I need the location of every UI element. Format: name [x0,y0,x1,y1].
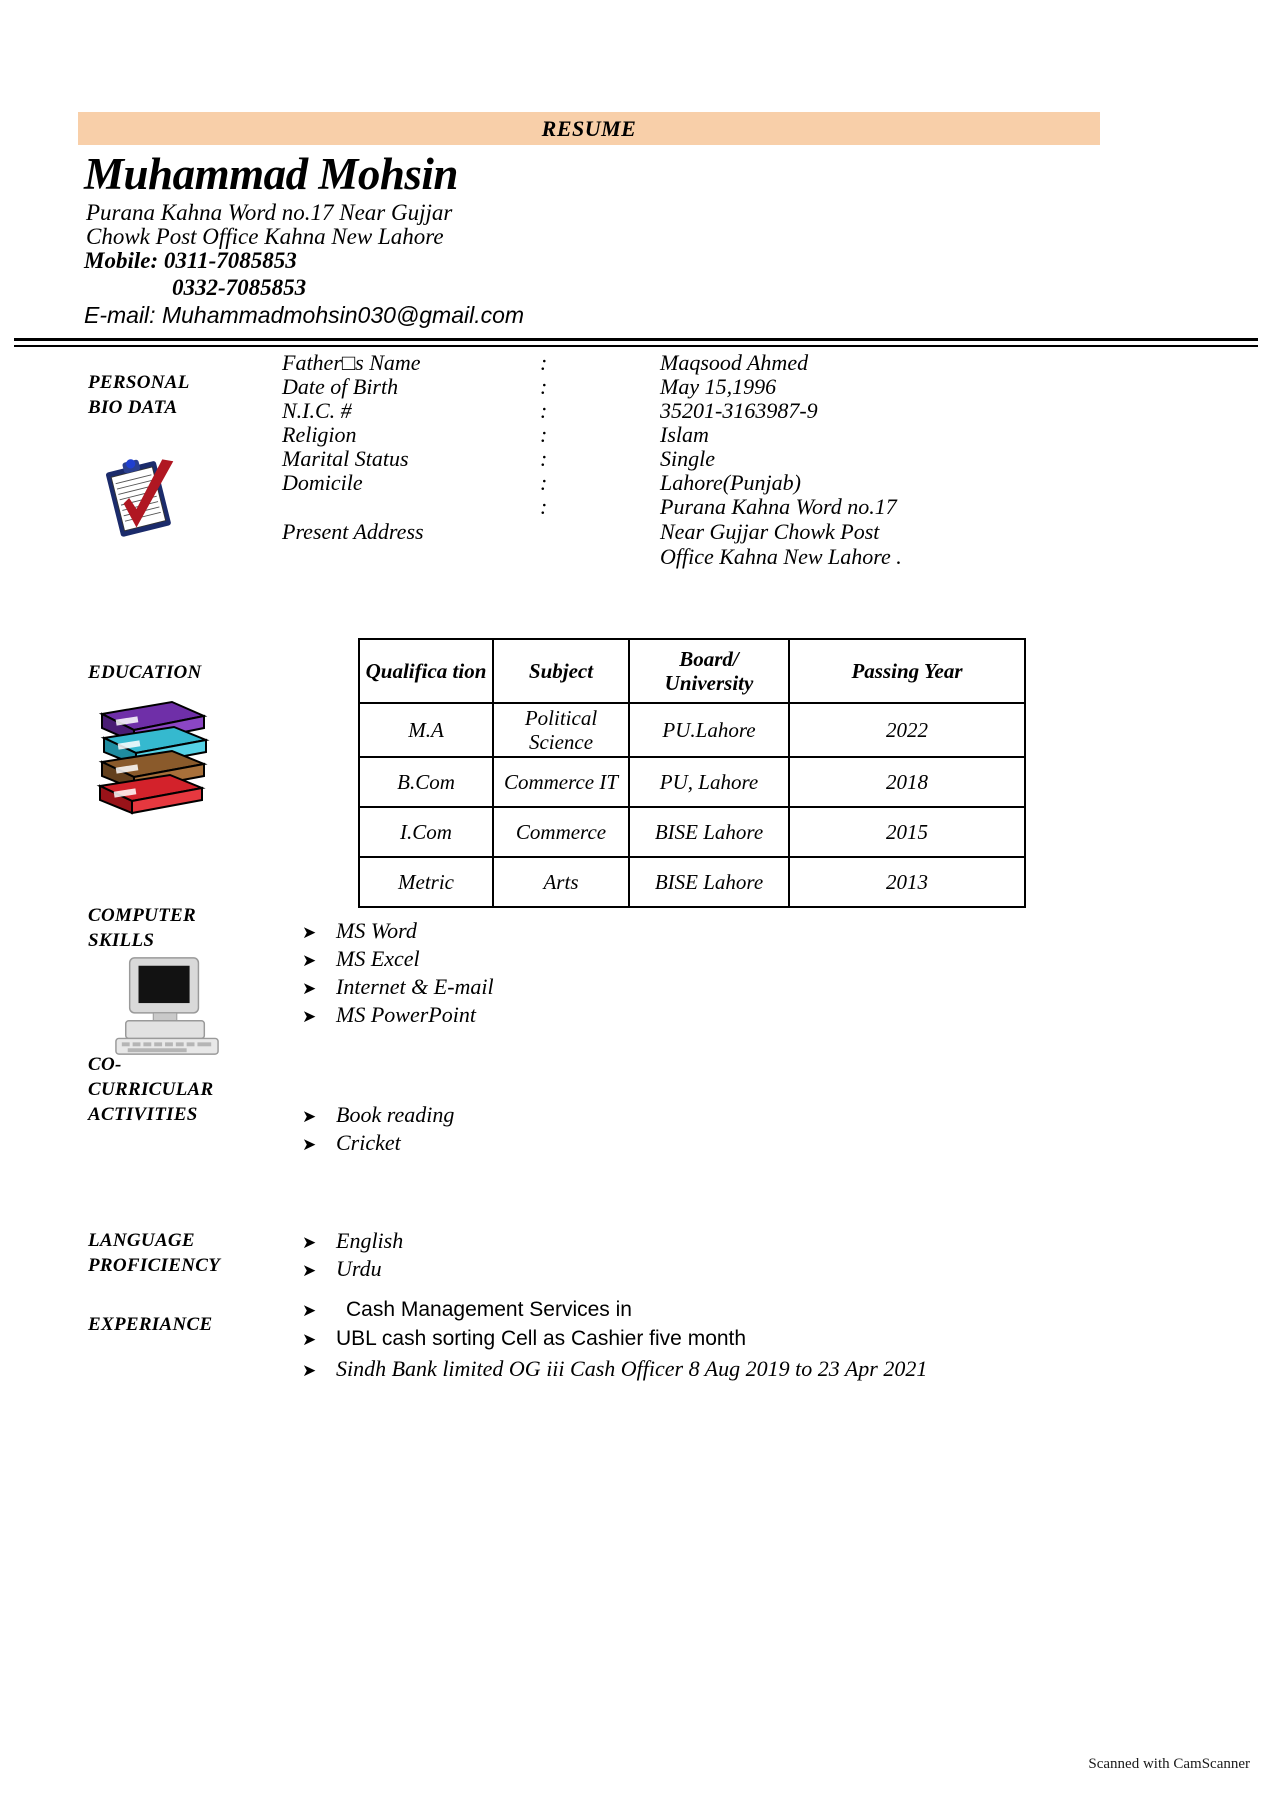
list-item [302,1354,927,1386]
scanned-watermark: Scanned with CamScanner [1088,1756,1250,1772]
bio-row [282,446,982,470]
bio-row [282,544,982,569]
header-address-line-1: Purana Kahna Word no.17 Near Gujjar [86,200,453,225]
list-item [302,1102,454,1130]
table-row [359,757,1025,807]
arrow-bullet-icon: ➤ [302,951,317,971]
column-header-qualification: Qualifica tion [359,639,493,703]
list-item-label: Book reading [336,1102,455,1127]
list-item-label: Urdu [336,1256,382,1281]
arrow-bullet-icon: ➤ [302,1107,317,1127]
list-item-label: English [336,1228,404,1253]
cell-board: PU.Lahore [629,703,789,757]
arrow-bullet-icon: ➤ [302,1301,317,1321]
arrow-bullet-icon: ➤ [302,979,317,999]
cell-board: BISE Lahore [629,807,789,857]
arrow-bullet-icon: ➤ [302,1330,317,1350]
cell-subject: Political Science [493,703,629,757]
list-item [302,918,494,946]
table-header-row [359,639,1025,703]
bio-value: Maqsood Ahmed [660,350,809,375]
cell-qualification: Metric [359,857,493,907]
bio-row [282,422,982,446]
list-item-label: MS PowerPoint [336,1002,476,1027]
section-heading-education: EDUCATION [88,662,202,683]
bio-value: 35201-3163987-9 [660,398,818,423]
table-row [359,857,1025,907]
co-curricular-list [302,1102,454,1158]
computer-skills-list [302,918,494,1030]
cell-board: BISE Lahore [629,857,789,907]
column-header-subject: Subject [493,639,629,703]
candidate-name: Muhammad Mohsin [84,149,458,199]
bio-label: Date of Birth [282,374,399,399]
language-proficiency-list [302,1228,403,1284]
arrow-bullet-icon: ➤ [302,1261,317,1281]
cell-subject: Commerce IT [493,757,629,807]
list-item [302,1130,454,1158]
arrow-bullet-icon: ➤ [302,923,317,943]
education-table [358,638,1026,908]
list-item [302,974,494,1002]
bio-row [282,350,982,374]
desktop-computer-icon [108,952,226,1062]
bio-label: Father□s Name [282,350,421,375]
table-row [359,703,1025,757]
cell-year: 2022 [789,703,1025,757]
bio-separator: : [540,422,548,447]
email-address: E-mail: Muhammadmohsin030@gmail.com [84,302,525,328]
bio-row [282,398,982,422]
bio-row [282,494,982,519]
bio-separator: : [540,446,548,471]
cell-year: 2015 [789,807,1025,857]
present-address-line: Office Kahna New Lahore . [660,544,902,569]
section-heading-co-curricular-activities: CO- CURRICULAR ACTIVITIES [88,1054,214,1125]
mobile-secondary: 0332-7085853 [172,275,307,300]
bio-label: N.I.C. # [282,398,352,423]
bio-separator: : [540,350,548,375]
stacked-books-icon [88,690,218,820]
section-heading-experience: EXPERIANCE [88,1314,213,1335]
bio-separator: : [540,470,548,495]
present-address-line: Purana Kahna Word no.17 [660,494,897,519]
cell-subject: Commerce [493,807,629,857]
cell-qualification: B.Com [359,757,493,807]
bio-value: Islam [660,422,709,447]
cell-subject: Arts [493,857,629,907]
section-heading-personal-bio-data: PERSONAL BIO DATA [88,372,190,418]
bio-value: May 15,1996 [660,374,777,399]
list-item [302,1296,927,1325]
cell-year: 2018 [789,757,1025,807]
cell-year: 2013 [789,857,1025,907]
header-address-line-2: Chowk Post Office Kahna New Lahore [86,224,444,249]
table-row [359,807,1025,857]
mobile-primary: Mobile: 0311-7085853 [84,248,297,273]
bio-row [282,470,982,494]
bio-value: Single [660,446,715,471]
bio-label: Marital Status [282,446,409,471]
list-item-label: Cricket [336,1130,401,1155]
list-item [302,1256,403,1284]
present-address-line: Near Gujjar Chowk Post [660,519,880,544]
cell-board: PU, Lahore [629,757,789,807]
list-item [302,1002,494,1030]
cell-qualification: I.Com [359,807,493,857]
section-heading-computer-skills: COMPUTER SKILLS [88,905,196,951]
list-item [302,946,494,974]
bio-row [282,519,982,544]
section-heading-language-proficiency: LANGUAGE PROFICIENCY [88,1230,221,1276]
arrow-bullet-icon: ➤ [302,1007,317,1027]
column-header-board-university: Board/ University [629,639,789,703]
list-item [302,1228,403,1256]
column-header-passing-year: Passing Year [789,639,1025,703]
arrow-bullet-icon: ➤ [302,1233,317,1253]
list-item-label: Internet & E-mail [336,974,494,999]
present-address-block [282,494,982,569]
list-item-label: MS Word [336,918,417,943]
experience-list [302,1296,927,1386]
list-item-label: Sindh Bank limited OG iii Cash Officer 8 Aug 2019 to 23 Apr 2021 [336,1356,928,1381]
list-item-label: Cash Management Services in [346,1298,632,1321]
bio-value: Lahore(Punjab) [660,470,801,495]
clipboard-check-icon [96,452,188,544]
list-item-label: MS Excel [336,946,420,971]
bio-row [282,374,982,398]
bio-label: Domicile [282,470,363,495]
bio-separator: : [540,374,548,399]
arrow-bullet-icon: ➤ [302,1361,317,1381]
list-item [302,1325,927,1354]
arrow-bullet-icon: ➤ [302,1135,317,1155]
list-item-label: UBL cash sorting Cell as Cashier five month [336,1327,747,1350]
present-address-label: Present Address [282,519,424,544]
cell-qualification: M.A [359,703,493,757]
resume-banner-text: RESUME [541,116,637,141]
resume-title-banner [78,112,1100,145]
bio-separator: : [540,398,548,423]
personal-bio-data-table [282,350,982,569]
bio-label: Religion [282,422,357,447]
bio-separator: : [540,494,548,519]
header-divider [14,338,1258,347]
